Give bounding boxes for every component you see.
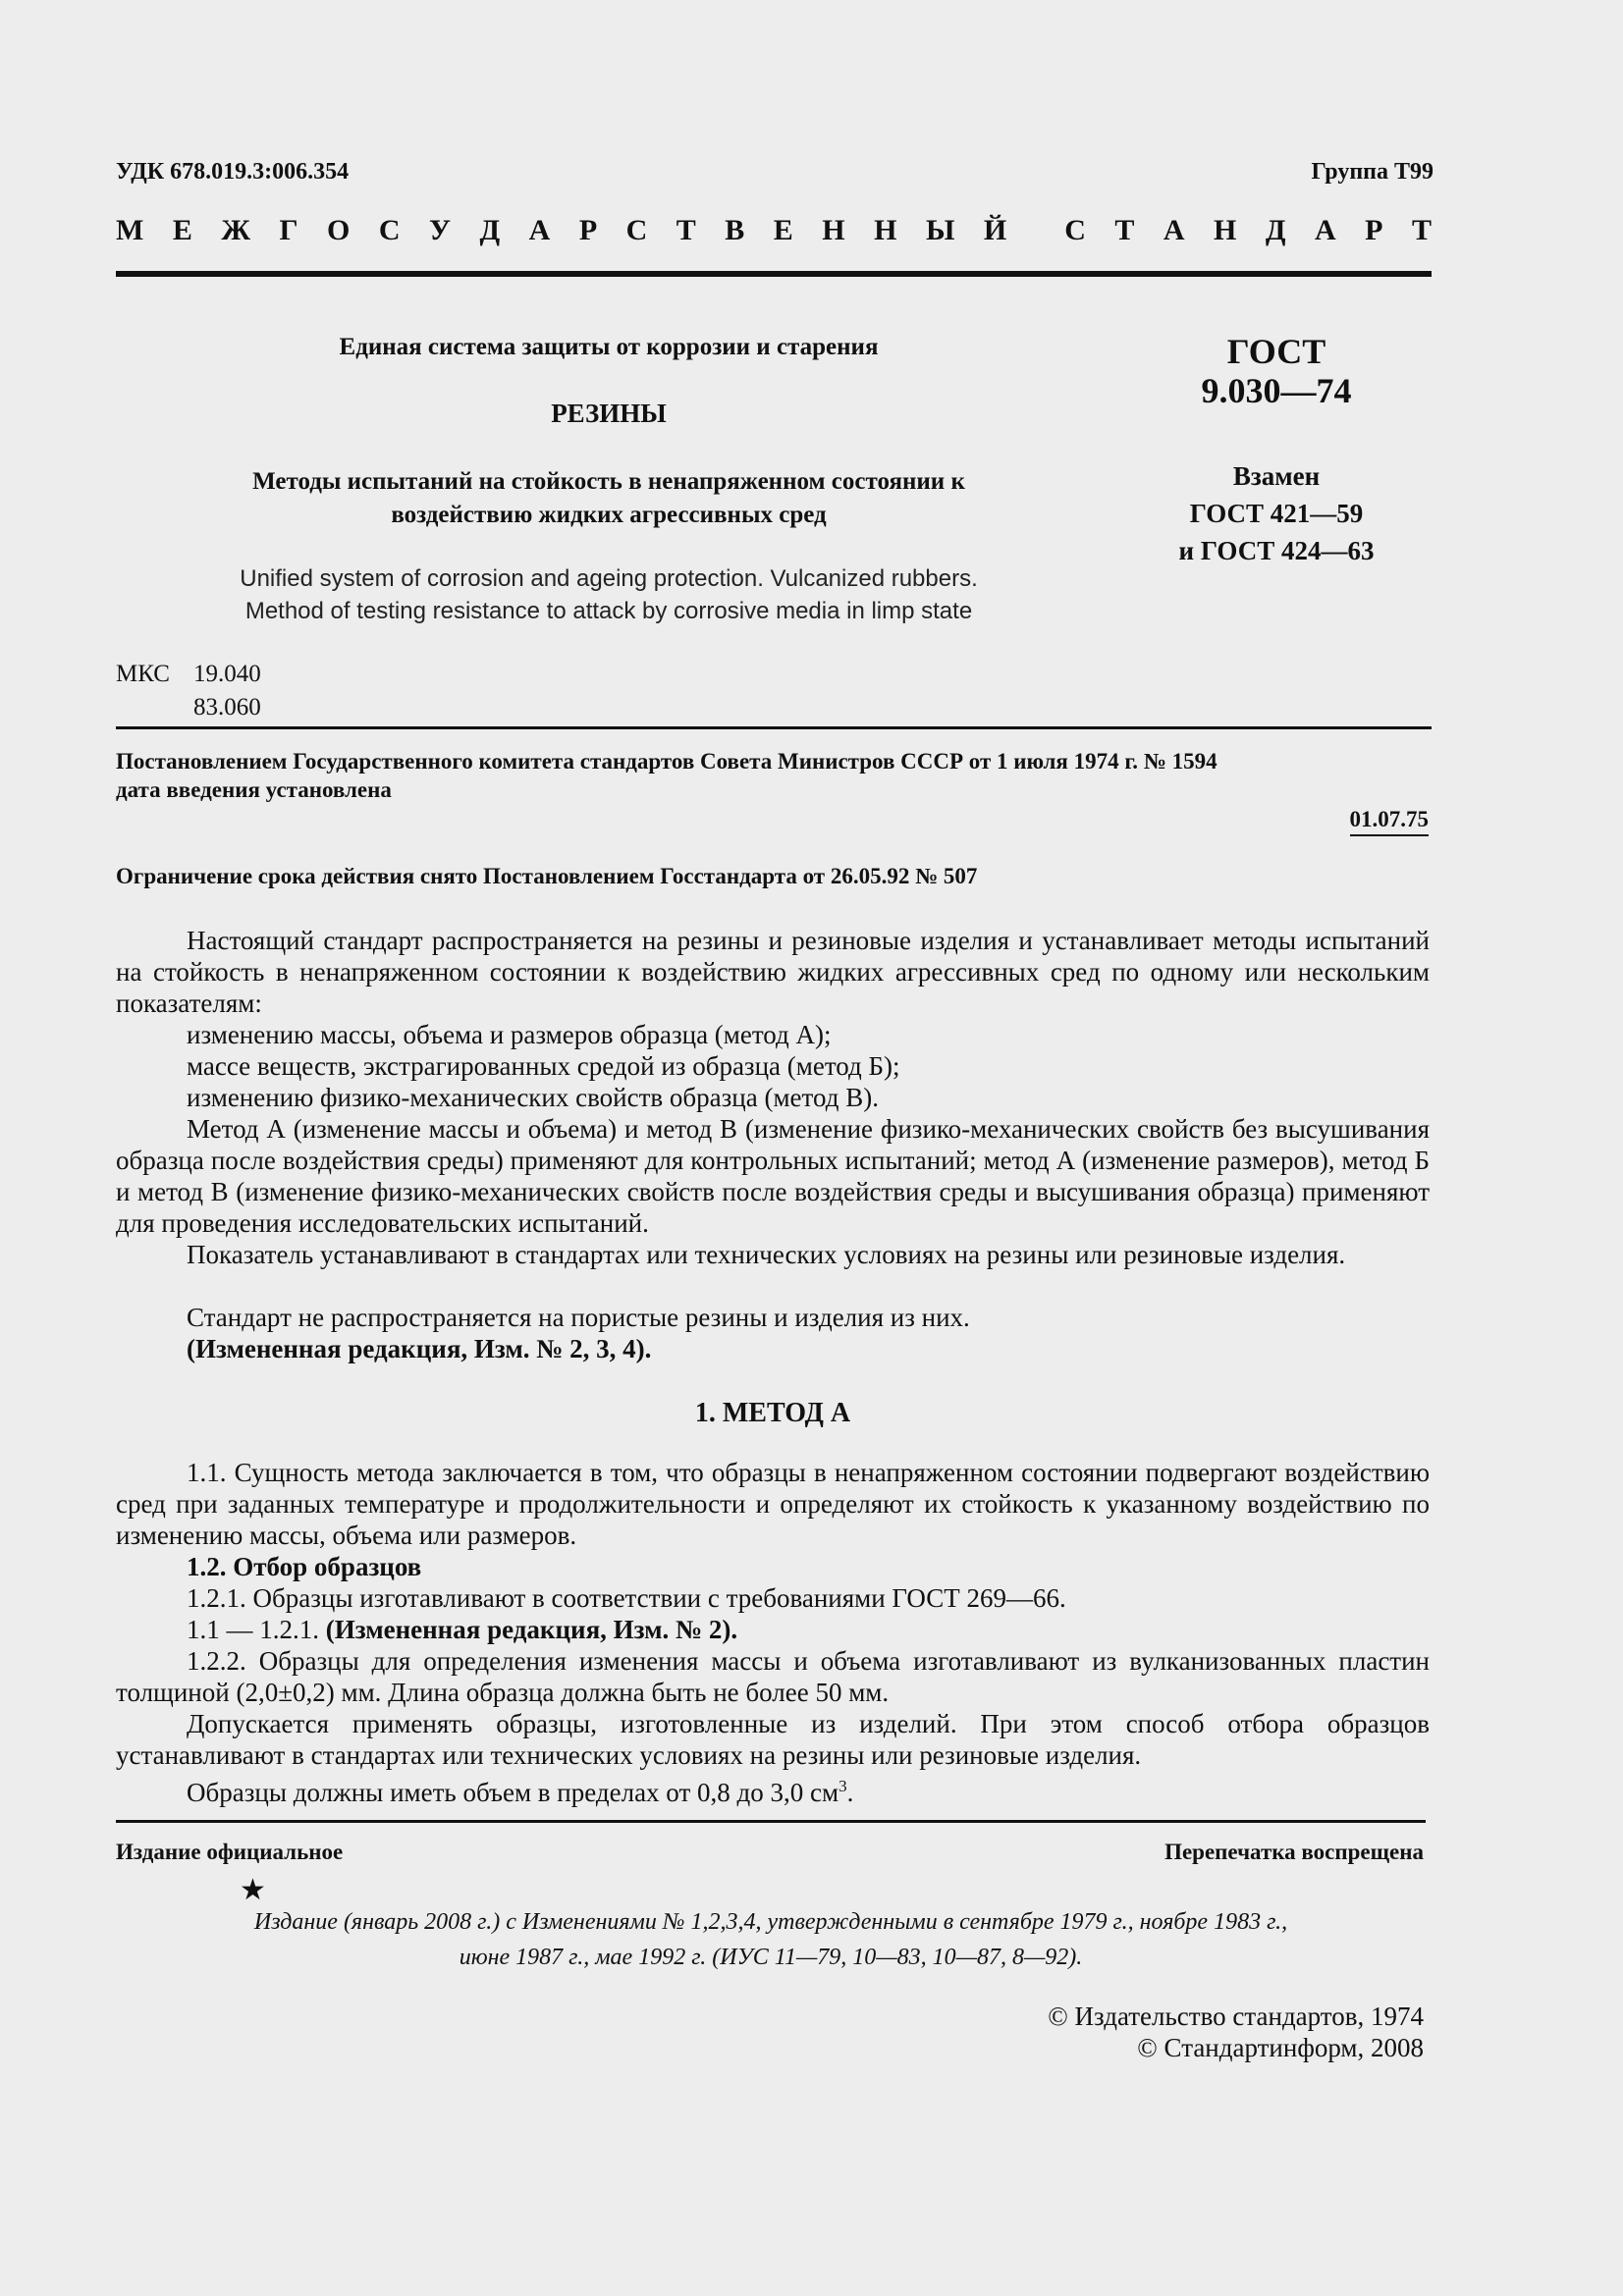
english-title-line2: Method of testing resistance to attack by corrosive media in limp state: [244, 598, 973, 624]
heading-letter: Е: [773, 214, 793, 246]
subject-title: РЕЗИНЫ: [551, 399, 667, 428]
heading-letter: Д: [1265, 214, 1286, 246]
heading-letter: А: [1314, 214, 1336, 246]
intro-item-2: массе веществ, экстрагированных средой из образца (метод Б);: [187, 1051, 900, 1081]
udk-code: УДК 678.019.3:006.354: [116, 159, 350, 185]
clause-amendment-prefix: 1.1 — 1.2.1.: [187, 1615, 326, 1644]
header-rule: [116, 271, 1432, 277]
decree-line1: Постановлением Государственного комитета стандартов Совета Министров СССР от 1 июля 1974 г. № 1594: [116, 749, 1217, 774]
clause-1-1: 1.1. Сущность метода заключается в том, что образцы в ненапряженном состоянии подвергают воздействию сред при заданных температуре и продолжительности и определяют их стойкость к указанному воздействию по изменению массы, объема или размеров.: [116, 1458, 1430, 1550]
introduction-date: 01.07.75: [1350, 807, 1430, 836]
clause-1-2-heading: 1.2. Отбор образцов: [187, 1552, 422, 1581]
clause-amendment-text: (Измененная редакция, Изм. № 2).: [325, 1615, 738, 1644]
mks-code-2: 83.060: [193, 694, 261, 721]
intro-amendment-note: (Измененная редакция, Изм. № 2, 3, 4).: [187, 1334, 652, 1363]
english-title: [116, 562, 1102, 627]
interstate-standard-heading: [116, 214, 1432, 247]
heading-letter: В: [725, 214, 745, 246]
heading-letter: Г: [279, 214, 298, 246]
gost-designation: [1129, 332, 1424, 410]
decree-line2: дата введения установлена: [116, 777, 392, 802]
intro-item-3: изменению физико-механических свойств образца (метод В).: [187, 1083, 879, 1112]
group-code: Группа Т99: [1311, 159, 1434, 185]
volume-text: Образцы должны иметь объем в пределах от 0,8 до 3,0 см: [187, 1778, 839, 1807]
heading-letter: С: [625, 214, 648, 246]
mks-label: МКС: [116, 661, 170, 687]
intro-paragraph-4: Стандарт не распространяется на пористые резины и изделия из них.: [187, 1303, 970, 1332]
heading-letter: О: [327, 214, 351, 246]
heading-letter: Р: [578, 214, 598, 246]
intro-paragraph-3: Показатель устанавливают в стандартах или технических условиях на резины или резиновые изделия.: [187, 1240, 1346, 1269]
copyright-line2: © Стандартинформ, 2008: [1137, 2033, 1424, 2062]
replaces-block: [1129, 457, 1424, 569]
heading-letter: Ы: [925, 214, 955, 246]
clause-amendment-note: [116, 1614, 1430, 1645]
replaces-label: Взамен: [1232, 461, 1321, 491]
footer-rule: [116, 1820, 1426, 1823]
copyright-line1: © Издательство стандартов, 1974: [1048, 2002, 1424, 2031]
limit-removed-note: Ограничение срока действия снято Постановлением Госстандарта от 26.05.92 № 507: [116, 864, 978, 888]
heading-letter: А: [1163, 214, 1185, 246]
clause-1-2-2-samples: Допускается применять образцы, изготовленные из изделий. При этом способ отбора образцов устанавливают в стандартах или технических условиях на резины или резиновые изделия.: [116, 1709, 1430, 1770]
heading-letter: М: [116, 214, 144, 246]
edition-note-line2: июне 1987 г., мае 1992 г. (ИУС 11—79, 10—83, 10—87, 8—92).: [459, 1945, 1083, 1970]
heading-letter: А: [528, 214, 551, 246]
heading-letter: Н: [822, 214, 845, 246]
heading-letter: С: [1064, 214, 1086, 246]
mks-codes: [193, 658, 261, 724]
english-title-line1: Unified system of corrosion and ageing protection. Vulcanized rubbers.: [240, 565, 978, 592]
volume-superscript: 3: [839, 1777, 847, 1795]
intro-paragraph-1: Настоящий стандарт распространяется на резины и резиновые изделия и устанавливает методы испытаний на стойкость в ненапряженном состоянии к воздействию жидких агрессивных сред по одному или нескольким показателям:: [116, 926, 1430, 1018]
heading-letter: Т: [1114, 214, 1135, 246]
clause-1-2-2-volume: [116, 1771, 1430, 1808]
official-edition-label: Издание официальное: [116, 1840, 344, 1864]
gost-number: 9.030—74: [1201, 371, 1352, 410]
star-icon: ★: [240, 1874, 266, 1906]
section-title-method-a: 1. МЕТОД А: [694, 1398, 851, 1428]
reprint-prohibited-label: Перепечатка воспрещена: [1164, 1840, 1424, 1864]
heading-letter: Р: [1365, 214, 1383, 246]
mks-code-1: 19.040: [193, 661, 261, 687]
heading-letter: Т: [1411, 214, 1432, 246]
heading-letter: Н: [1214, 214, 1237, 246]
replaces-gost-1: ГОСТ 421—59: [1189, 499, 1364, 528]
copyright-block: [1048, 2001, 1424, 2063]
method-title-line1: Методы испытаний на стойкость в ненапряженном состоянии к: [252, 468, 965, 495]
replaces-gost-2: и ГОСТ 424—63: [1178, 536, 1375, 565]
heading-letter: У: [429, 214, 452, 246]
heading-letter: Т: [676, 214, 696, 246]
volume-end: .: [846, 1778, 854, 1807]
method-title: [116, 465, 1102, 532]
intro-item-1: изменению массы, объема и размеров образца (метод А);: [187, 1020, 832, 1049]
heading-letter: Й: [983, 214, 1007, 246]
heading-letter: Д: [479, 214, 501, 246]
system-title: Единая система защиты от коррозии и старения: [339, 334, 879, 360]
heading-letter: Е: [172, 214, 192, 246]
edition-note: [116, 1904, 1426, 1975]
clause-1-2-2: 1.2.2. Образцы для определения изменения массы и объема изготавливают из вулканизованных пластин толщиной (2,0±0,2) мм. Длина образца должна быть не более 50 мм.: [116, 1646, 1430, 1707]
heading-letter: С: [378, 214, 401, 246]
heading-letter: Ж: [221, 214, 250, 246]
method-title-line2: воздействию жидких агрессивных сред: [391, 502, 827, 528]
edition-note-line1: Издание (январь 2008 г.) с Изменениями № 1,2,3,4, утвержденными в сентябре 1979 г., ноябре 1983 г.,: [253, 1909, 1288, 1935]
heading-letter: Н: [874, 214, 897, 246]
clause-1-2-1: 1.2.1. Образцы изготавливают в соответствии с требованиями ГОСТ 269—66.: [187, 1583, 1066, 1613]
intro-paragraph-2: Метод А (изменение массы и объема) и метод В (изменение физико-механических свойств без высушивания образца после воздействия среды) применяют для контрольных испытаний; метод А (изменение размеров), метод Б и метод В (изменение физико-механических свойств после воздействия среды и высушивания образца) применяют для проведения исследовательских испытаний.: [116, 1114, 1430, 1238]
title-rule: [116, 726, 1432, 729]
gost-label: ГОСТ: [1226, 332, 1326, 371]
